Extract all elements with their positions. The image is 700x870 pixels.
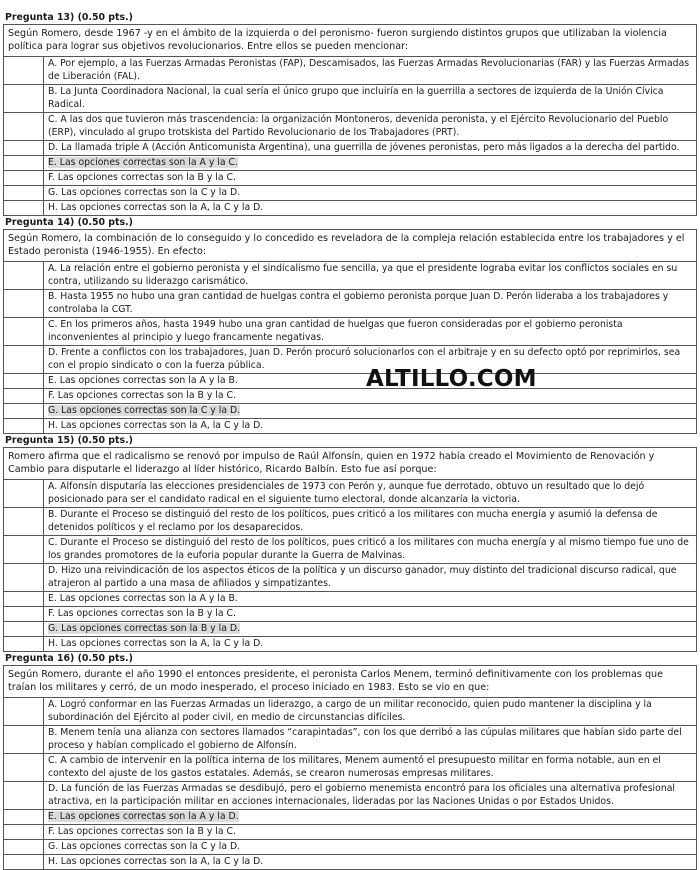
- option-text: E. Las opciones correctas son la A y la B.: [48, 593, 238, 604]
- option-gutter: [4, 508, 44, 535]
- option-gutter: [4, 57, 44, 84]
- option-text: D. Frente a conflictos con los trabajadores, Juan D. Perón procuró solucionarlos con el arbitraje y en su defecto optó por reprimirlos, sea con el propio sindicato o con la fuerza pública.: [48, 347, 681, 371]
- option-row[interactable]: [4, 607, 696, 622]
- option-gutter: [4, 622, 44, 636]
- option-gutter: [4, 186, 44, 200]
- option-gutter: [4, 840, 44, 854]
- option-text: G. Las opciones correctas son la B y la D.: [48, 623, 240, 634]
- option-row[interactable]: [4, 825, 696, 840]
- option-text: G. Las opciones correctas son la C y la D.: [48, 405, 241, 416]
- option-gutter: [4, 201, 44, 215]
- option-gutter: [4, 262, 44, 289]
- option-text: D. Hizo una reivindicación de los aspectos éticos de la política y un discurso ganador, muy distinto del tradicional discurso radical, que atrajeron al partido a una masa de afiliados y simpatizantes.: [48, 565, 677, 589]
- option-gutter: [4, 754, 44, 781]
- option-gutter: [4, 825, 44, 839]
- option-text: E. Las opciones correctas son la A y la D.: [48, 811, 239, 822]
- option-gutter: [4, 85, 44, 112]
- option-row[interactable]: [4, 141, 696, 156]
- option-gutter: [4, 419, 44, 433]
- option-row[interactable]: [4, 564, 696, 592]
- option-row[interactable]: [4, 113, 696, 141]
- option-row[interactable]: [4, 592, 696, 607]
- option-text: C. A las dos que tuvieron más trascendencia: la organización Montoneros, devenida peronista, y el Ejército Revolucionario del Pueblo (ERP), vinculado al grupo trotskista del Partido Revolucionario de los Trabajadores (PRT).: [48, 114, 669, 138]
- option-gutter: [4, 782, 44, 809]
- option-row[interactable]: [4, 57, 696, 85]
- question-15: [3, 434, 697, 652]
- option-row[interactable]: [4, 810, 696, 825]
- option-text: B. Durante el Proceso se distinguió del resto de los políticos, pues criticó a los militares con mucha energía y asumió la defensa de detenidos políticos y el reclamo por los desaparecidos.: [48, 509, 658, 533]
- option-text: F. Las opciones correctas son la B y la C.: [48, 608, 236, 619]
- question-stem: Según Romero, la combinación de lo conseguido y lo concedido es reveladora de la compleja relación establecida entre los trabajadores y el Estado peronista (1946-1955). En efecto:: [4, 230, 696, 262]
- option-gutter: [4, 698, 44, 725]
- option-text: C. En los primeros años, hasta 1949 hubo una gran cantidad de huelgas que fueron consideradas por el gobierno peronista inconvenientes al principio y luego francamente negativas.: [48, 319, 623, 343]
- option-text: C. A cambio de intervenir en la política interna de los militares, Menem aumentó el presupuesto militar en forma notable, aun en el contexto del ajuste de los gastos estatales. Además, se crearon numerosas empresas militares.: [48, 755, 661, 779]
- option-gutter: [4, 141, 44, 155]
- option-text: F. Las opciones correctas son la B y la C.: [48, 826, 236, 837]
- option-row[interactable]: [4, 508, 696, 536]
- option-row[interactable]: [4, 290, 696, 318]
- option-row[interactable]: [4, 782, 696, 810]
- option-row[interactable]: [4, 85, 696, 113]
- option-text: E. Las opciones correctas son la A y la C.: [48, 157, 238, 168]
- option-text: H. Las opciones correctas son la A, la C y la D.: [48, 202, 264, 213]
- option-row[interactable]: [4, 754, 696, 782]
- option-row[interactable]: [4, 698, 696, 726]
- option-gutter: [4, 171, 44, 185]
- option-text: H. Las opciones correctas son la A, la C y la D.: [48, 856, 264, 867]
- option-gutter: [4, 607, 44, 621]
- option-gutter: [4, 346, 44, 373]
- option-text: E. Las opciones correctas son la A y la B.: [48, 375, 238, 386]
- option-row[interactable]: [4, 480, 696, 508]
- question-stem: Romero afirma que el radicalismo se renovó por impulso de Raúl Alfonsín, quien en 1972 había creado el Movimiento de Renovación y Cambio para disputarle el liderazgo al líder histórico, Ricardo Balbín. Esto fue así porque:: [4, 448, 696, 480]
- option-gutter: [4, 318, 44, 345]
- option-row[interactable]: [4, 374, 696, 389]
- option-text: D. La llamada triple A (Acción Anticomunista Argentina), una guerrilla de jóvenes peronistas, pero más ligados a la derecha del partido.: [48, 142, 680, 153]
- option-gutter: [4, 389, 44, 403]
- option-text: A. Por ejemplo, a las Fuerzas Armadas Peronistas (FAP), Descamisados, las Fuerzas Armadas Revolucionarias (FAR) y las Fuerzas Armadas de Liberación (FAL).: [48, 58, 690, 82]
- option-text: B. Menem tenía una alianza con sectores llamados “carapintadas”, con los que derribó a las cúpulas militares que habían sido parte del proceso y habían complicado el gobierno de Alfonsín.: [48, 727, 682, 751]
- option-text: G. Las opciones correctas son la C y la D.: [48, 841, 241, 852]
- option-row[interactable]: [4, 840, 696, 855]
- question-13: [3, 11, 697, 216]
- option-text: B. La Junta Coordinadora Nacional, la cual sería el único grupo que incluiría en la guerrilla a sectores de izquierda de la Unión Cívica Radical.: [48, 86, 664, 110]
- option-text: B. Hasta 1955 no hubo una gran cantidad de huelgas contra el gobierno peronista porque Juan D. Perón lideraba a los trabajadores y controlaba la CGT.: [48, 291, 669, 315]
- question-stem: Según Romero, desde 1967 -y en el ámbito de la izquierda o del peronismo- fueron surgiendo distintos grupos que utilizaban la violencia política para lograr sus objetivos revolucionarios. Entre ellos se pueden mencionar:: [4, 25, 696, 57]
- option-gutter: [4, 113, 44, 140]
- option-text: F. Las opciones correctas son la B y la C.: [48, 390, 236, 401]
- option-text: A. La relación entre el gobierno peronista y el sindicalismo fue sencilla, ya que el presidente lograba evitar los conflictos sociales en su contra, utilizando su liderazgo carismático.: [48, 263, 678, 287]
- option-row[interactable]: [4, 389, 696, 404]
- option-gutter: [4, 592, 44, 606]
- option-text: H. Las opciones correctas son la A, la C y la D.: [48, 420, 264, 431]
- option-row[interactable]: [4, 156, 696, 171]
- option-row[interactable]: [4, 855, 696, 870]
- option-text: D. La función de las Fuerzas Armadas se desdibujó, pero el gobierno menemista encontró para los oficiales una alternativa profesional atractiva, en la participación militar en acciones internacionales, lideradas por las Naciones Unidas o por Estados Unidos.: [48, 783, 675, 807]
- option-gutter: [4, 290, 44, 317]
- option-text: H. Las opciones correctas son la A, la C y la D.: [48, 638, 264, 649]
- option-row[interactable]: [4, 346, 696, 374]
- option-row[interactable]: [4, 419, 696, 434]
- exam-document: [3, 11, 697, 870]
- question-stem: Según Romero, durante el año 1990 el entonces presidente, el peronista Carlos Menem, terminó definitivamente con los problemas que traían los militares y cerró, de un modo inesperado, el proceso iniciado en 1983. Esto se vio en que:: [4, 666, 696, 698]
- option-gutter: [4, 480, 44, 507]
- question-table: [3, 229, 697, 434]
- option-row[interactable]: [4, 637, 696, 652]
- question-table: [3, 447, 697, 652]
- option-row[interactable]: [4, 404, 696, 419]
- option-row[interactable]: [4, 262, 696, 290]
- question-14: [3, 216, 697, 434]
- option-gutter: [4, 637, 44, 651]
- option-gutter: [4, 536, 44, 563]
- option-row[interactable]: [4, 186, 696, 201]
- option-gutter: [4, 404, 44, 418]
- question-table: [3, 665, 697, 870]
- question-header: Pregunta 15) (0.50 pts.): [5, 435, 133, 446]
- option-text: C. Durante el Proceso se distinguió del resto de los políticos, pues criticó a los militares con mucha energía y al mismo tiempo fue uno de los grandes promotores de la euforia popular durante la Guerra de Malvinas.: [48, 537, 689, 561]
- option-text: A. Alfonsín disputaría las elecciones presidenciales de 1973 con Perón y, aunque fue derrotado, obtuvo un resultado que lo dejó posicionado para ser el candidato radical en el siguiente turno electoral, donde alcanzaría la victoria.: [48, 481, 645, 505]
- watermark-logo: ALTILLO.COM: [366, 366, 537, 392]
- option-gutter: [4, 726, 44, 753]
- question-header: Pregunta 13) (0.50 pts.): [5, 12, 133, 23]
- option-text: G. Las opciones correctas son la C y la D.: [48, 187, 241, 198]
- option-text: A. Logró conformar en las Fuerzas Armadas un liderazgo, a cargo de un militar reconocido, quien pudo mantener la disciplina y la subordinación del Ejército al poder civil, en medio de circunstancias difíciles.: [48, 699, 652, 723]
- option-gutter: [4, 374, 44, 388]
- option-row[interactable]: [4, 201, 696, 216]
- option-text: F. Las opciones correctas son la B y la C.: [48, 172, 236, 183]
- option-gutter: [4, 564, 44, 591]
- option-row[interactable]: [4, 171, 696, 186]
- question-table: [3, 24, 697, 216]
- option-row[interactable]: [4, 318, 696, 346]
- option-gutter: [4, 810, 44, 824]
- option-gutter: [4, 156, 44, 170]
- question-16: [3, 652, 697, 870]
- question-header: Pregunta 16) (0.50 pts.): [5, 653, 133, 664]
- option-row[interactable]: [4, 536, 696, 564]
- option-row[interactable]: [4, 622, 696, 637]
- option-gutter: [4, 855, 44, 869]
- option-row[interactable]: [4, 726, 696, 754]
- question-header: Pregunta 14) (0.50 pts.): [5, 217, 133, 228]
